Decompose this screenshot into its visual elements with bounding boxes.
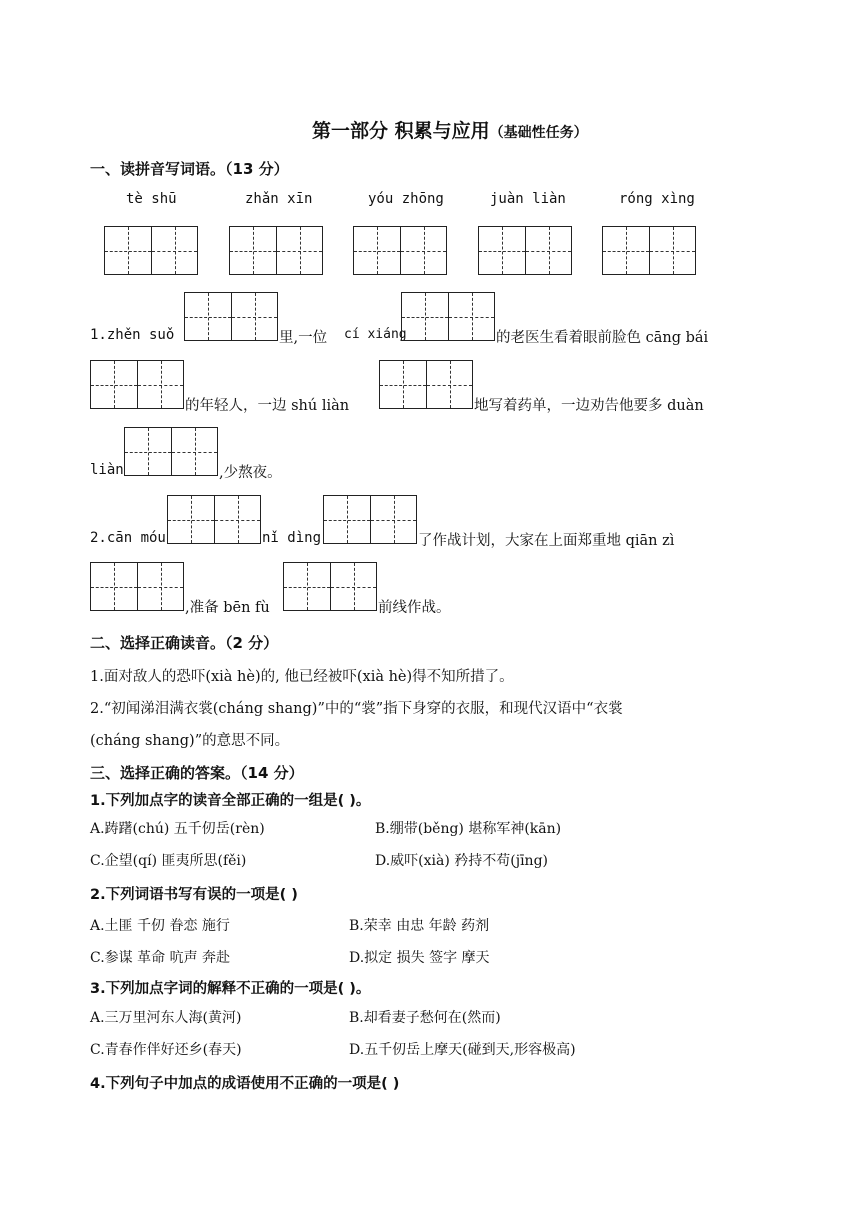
writing-box[interactable] <box>90 360 184 409</box>
section1-heading: 一、读拼音写词语。（13 分） <box>90 160 289 178</box>
writing-box[interactable] <box>283 562 377 611</box>
q2-text-d: ,准备 bēn fù <box>185 600 270 616</box>
s3-q2-option-d[interactable]: D.拟定 损失 签字 摩天 <box>349 950 490 966</box>
s3-q3-option-a[interactable]: A.三万里河东人海(黄河) <box>90 1010 242 1026</box>
section2-line2: 2.“初闻涕泪满衣裳(cháng shang)”中的“裳”指下身穿的衣服，和现代汉语中“衣裳 <box>90 701 623 717</box>
writing-box[interactable] <box>167 495 261 544</box>
s3-q1-option-c[interactable]: C.企望(qí) 匪夷所思(fěi) <box>90 853 247 869</box>
q1-text-b: 里,一位 <box>279 330 328 346</box>
q2-text-e: 前线作战。 <box>378 600 451 616</box>
q1-text-g: liàn <box>90 462 124 478</box>
q1-text-d: 的老医生看着眼前脸色 cāng bái <box>496 330 709 346</box>
q2-text-c: 了作战计划，大家在上面郑重地 qiān zì <box>418 533 675 549</box>
q2-text-a: 2.cān móu <box>90 530 166 546</box>
s3-q1-option-a[interactable]: A.踌躇(chú) 五千仞岳(rèn) <box>90 821 265 837</box>
q1-text-h: ,少熬夜。 <box>219 465 282 481</box>
s3-q2-option-b[interactable]: B.荣幸 由忠 年龄 药剂 <box>349 918 490 934</box>
section2-heading: 二、选择正确读音。（2 分） <box>90 634 279 652</box>
s3-q3-option-c[interactable]: C.青春作伴好还乡(春天) <box>90 1042 242 1058</box>
s3-q2-option-a[interactable]: A.土匪 千仞 眷恋 施行 <box>90 918 230 934</box>
section2-line1: 1.面对敌人的恐吓(xià hè)的, 他已经被吓(xià hè)得不知所措了。 <box>90 669 514 685</box>
writing-box[interactable] <box>602 226 696 275</box>
s3-q3-stem: 3.下列加点字词的解释不正确的一项是( )。 <box>90 981 371 997</box>
writing-box[interactable] <box>401 292 495 341</box>
s3-q4-stem: 4.下列句子中加点的成语使用不正确的一项是( ) <box>90 1076 400 1092</box>
q1-text-a: 1.zhěn suǒ <box>90 327 175 343</box>
writing-box[interactable] <box>90 562 184 611</box>
s3-q3-option-b[interactable]: B.却看妻子愁何在(然而) <box>349 1010 501 1026</box>
writing-box[interactable] <box>229 226 323 275</box>
pinyin-1: tè shū <box>126 191 177 207</box>
pinyin-4: juàn liàn <box>490 191 566 207</box>
writing-box[interactable] <box>124 427 218 476</box>
s3-q2-stem: 2.下列词语书写有误的一项是( ) <box>90 887 298 903</box>
pinyin-2: zhǎn xīn <box>245 191 313 207</box>
s3-q1-option-d[interactable]: D.威吓(xià) 矜持不苟(jīng) <box>375 853 548 869</box>
s3-q1-stem: 1.下列加点字的读音全部正确的一组是( )。 <box>90 793 371 809</box>
writing-box[interactable] <box>184 292 278 341</box>
page-title <box>312 116 588 143</box>
section3-heading: 三、选择正确的答案。（14 分） <box>90 764 304 782</box>
writing-box[interactable] <box>478 226 572 275</box>
q1-text-e: 的年轻人，一边 shú liàn <box>185 398 350 414</box>
writing-box[interactable] <box>104 226 198 275</box>
s3-q3-option-d[interactable]: D.五千仞岳上摩天(碰到天,形容极高) <box>349 1042 576 1058</box>
pinyin-3: yóu zhōng <box>368 191 444 207</box>
q1-text-f: 地写着药单，一边劝告他要多 duàn <box>474 398 704 414</box>
pinyin-5: róng xìng <box>619 191 695 207</box>
title-sub: （基础性任务） <box>489 125 588 141</box>
writing-box[interactable] <box>353 226 447 275</box>
writing-box[interactable] <box>379 360 473 409</box>
section2-line3: (cháng shang)”的意思不同。 <box>90 733 290 749</box>
title-main: 第一部分 积累与应用 <box>312 120 490 142</box>
q1-text-c: cí xiáng <box>344 327 407 342</box>
s3-q2-option-c[interactable]: C.参谋 革命 吭声 奔赴 <box>90 950 231 966</box>
writing-box[interactable] <box>323 495 417 544</box>
q2-text-b: nǐ dìng <box>262 530 322 546</box>
s3-q1-option-b[interactable]: B.绷带(běng) 堪称军神(kān) <box>375 821 562 837</box>
